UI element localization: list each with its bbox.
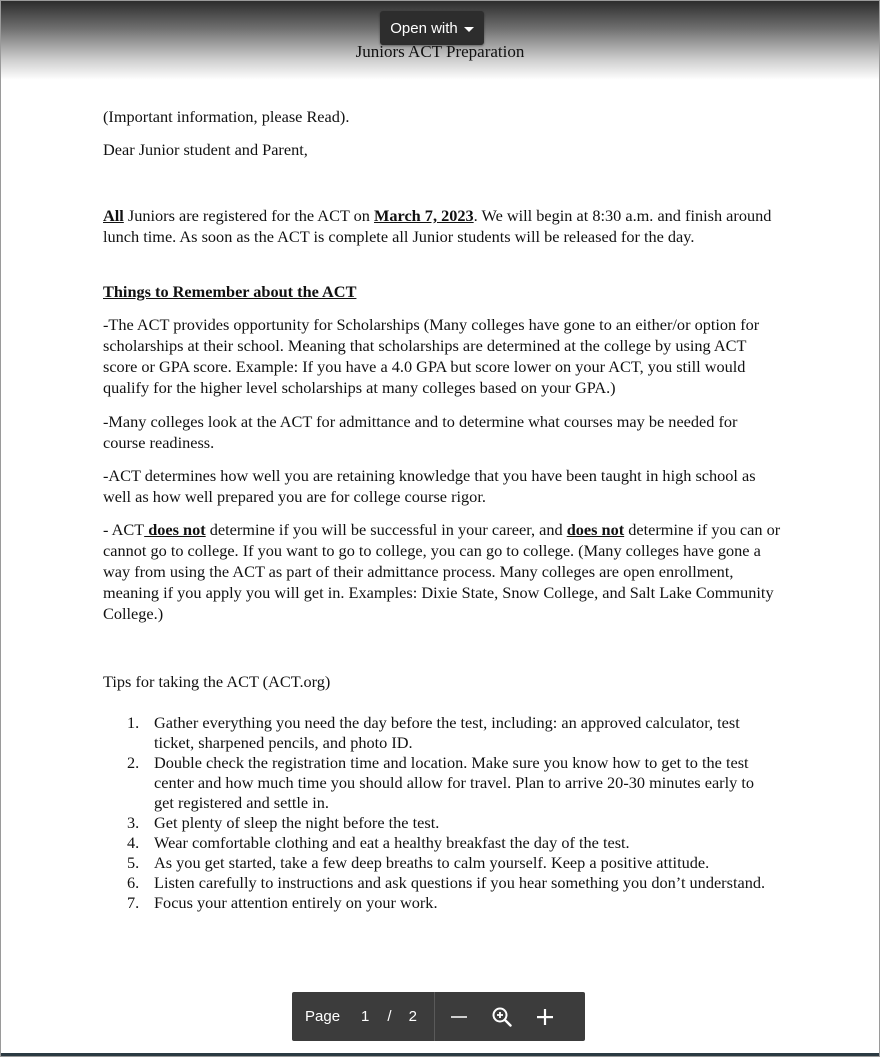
list-text: Wear comfortable clothing and eat a healthy breakfast the day of the test. <box>154 833 630 852</box>
tips-list <box>127 713 777 913</box>
open-with-label: Open with <box>390 19 458 37</box>
pager-divider <box>434 992 435 1041</box>
career-text-1: - ACT <box>103 520 145 539</box>
list-item <box>127 813 777 833</box>
scholarships-paragraph: -The ACT provides opportunity for Scholarships (Many colleges have gone to an either/or option for scholarships at their school. Meaning that scholarships are determined at the college by using ACT score or GPA score. Example: If you have a 4.0 GPA but score lower on your ACT, you still would qualify for the higher level scholarships at many colleges based on your GPA.) <box>103 315 760 397</box>
document-title: Juniors ACT Preparation <box>355 42 525 61</box>
list-text: Listen carefully to instructions and ask questions if you hear something you don’t understand. <box>154 873 766 892</box>
list-item <box>127 753 777 813</box>
important-note: (Important information, please Read). <box>103 107 350 126</box>
open-with-button[interactable] <box>380 11 484 45</box>
tips-heading: Tips for taking the ACT (ACT.org) <box>103 672 331 691</box>
greeting: Dear Junior student and Parent, <box>103 140 308 159</box>
list-text: As you get started, take a few deep breaths to calm yourself. Keep a positive attitude. <box>154 853 710 872</box>
list-item <box>127 873 777 893</box>
career-paragraph <box>103 519 783 624</box>
career-text-3: determine if you can or cannot go to college. If you want to go to college, you can go to college. (Many colleges have gone a way from using the ACT as part of their admittance process. Many colleges are open enrollment, meaning if you apply you will get in. Examples: Dixie State, Snow College, and Salt Lake Community College.) <box>103 520 781 623</box>
plus-icon <box>536 1008 554 1026</box>
zoom-out-button[interactable] <box>442 1000 476 1034</box>
registration-paragraph <box>103 205 783 247</box>
list-item <box>127 833 777 853</box>
zoom-in-button[interactable] <box>528 1000 562 1034</box>
career-text-2: determine if you will be successful in your career, and <box>205 520 567 539</box>
list-number: 1. <box>127 713 140 732</box>
registration-text-1: Juniors are registered for the ACT on <box>123 206 375 225</box>
does-not-emphasis-1: does not <box>144 520 206 539</box>
list-text: Get plenty of sleep the night before the test. <box>154 813 440 832</box>
bottom-edge <box>0 1053 880 1057</box>
list-number: 3. <box>127 813 140 832</box>
admittance-paragraph: -Many colleges look at the ACT for admittance and to determine what courses may be needed for course readiness. <box>103 412 738 452</box>
zoom-fit-button[interactable] <box>485 1000 519 1034</box>
registration-text-2: . We will begin at 8:30 a.m. and finish around lunch time. As soon as the ACT is complete all Junior students will be released for the day. <box>103 206 772 246</box>
list-item <box>127 853 777 873</box>
page-label: Page <box>305 1008 341 1025</box>
minus-icon <box>450 1008 468 1026</box>
page-separator: / <box>387 1008 392 1025</box>
page-navigation-bar <box>292 992 585 1041</box>
knowledge-paragraph: -ACT determines how well you are retaining knowledge that you have been taught in high school as well as how well prepared you are for college course rigor. <box>103 466 756 506</box>
list-number: 6. <box>127 873 140 892</box>
list-number: 4. <box>127 833 140 852</box>
things-heading: Things to Remember about the ACT <box>103 282 357 301</box>
list-number: 7. <box>127 893 140 912</box>
current-page-input[interactable]: 1 <box>361 1008 370 1025</box>
list-text: Gather everything you need the day before the test, including: an approved calculator, test ticket, sharpened pencils, and photo ID. <box>154 713 740 752</box>
list-number: 5. <box>127 853 140 872</box>
list-number: 2. <box>127 753 140 772</box>
list-item <box>127 893 777 913</box>
list-text: Double check the registration time and location. Make sure you know how to get to the test center and how much time you should allow for travel. Plan to arrive 20-30 minutes early to get registered and settle in. <box>154 753 754 812</box>
all-lead: All <box>103 206 124 225</box>
zoom-icon <box>491 1006 513 1028</box>
dropdown-caret-icon <box>464 27 474 32</box>
total-pages: 2 <box>408 1008 417 1025</box>
list-item <box>127 713 777 753</box>
does-not-emphasis-2: does not <box>566 520 625 539</box>
test-date: March 7, 2023 <box>374 206 474 225</box>
list-text: Focus your attention entirely on your work. <box>154 893 438 912</box>
